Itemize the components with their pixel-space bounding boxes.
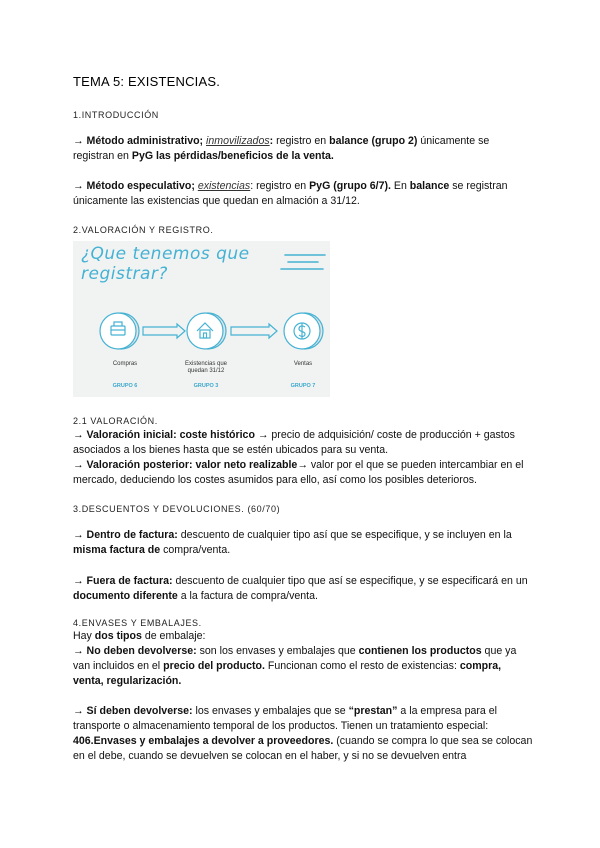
paragraph-fuera-factura: → Fuera de factura: descuento de cualquier tipo que así se especifique, y se especificará en un documento diferente a la factura de compra/venta. xyxy=(73,575,528,602)
paragraph-no-devolverse: → No deben devolverse: son los envases y embalajes que contienen los productos que ya van incluidos en el precio del producto. Funcionan como el resto de existencias: compra, venta, regularización. xyxy=(73,645,517,687)
paragraph-si-devolverse: → Sí deben devolverse: los envases y embalajes que se “prestan” a la empresa para el transporte o almacenamiento temporal de los productos. Tienen un tratamiento especial: 406.Envases y embalajes a devolver a proveedores. (cuando se compra lo que sea se colocan en el debe, cuando se devuelven se colocan en el haber, y si no se devuelven entra xyxy=(73,705,533,762)
registro-figure xyxy=(73,241,330,397)
compras-circle xyxy=(100,313,139,349)
arrow-compras-existencias xyxy=(143,324,185,338)
figure-label-existencias: Existencias que quedan 31/12 xyxy=(184,361,228,374)
section-heading-envases: 4.ENVASES Y EMBALAJES. xyxy=(73,618,202,628)
paragraph-metodo-administrativo: → Método administrativo; inmovilizados: registro en balance (grupo 2) únicamente se registran en PyG las pérdidas/beneficios de la venta. xyxy=(73,135,490,162)
paragraph-dentro-factura: → Dentro de factura: descuento de cualquier tipo así que se especifique, y se incluyen en la misma factura de compra/venta. xyxy=(73,529,512,556)
section-heading-descuentos: 3.DESCUENTOS Y DEVOLUCIONES. (60/70) xyxy=(73,504,281,514)
paragraph-metodo-especulativo: → Método especulativo; existencias: registro en PyG (grupo 6/7). En balance se registran únicamente las existencias que quedan en almación a 31/12. xyxy=(73,180,508,207)
paragraph-tipos-embalaje: Hay dos tipos de embalaje: xyxy=(73,630,206,642)
figure-title: ¿Que tenemos que registrar? xyxy=(81,244,250,284)
section-heading-valoracion: 2.1 VALORACIÓN. xyxy=(73,416,158,426)
arrow-existencias-ventas xyxy=(231,324,277,338)
figure-group-7: GRUPO 7 xyxy=(290,383,316,389)
paragraph-valoracion-inicial: → Valoración inicial: coste histórico → precio de adquisición/ coste de producción + gastos asociados a los bienes hasta que se estén ubicados para su venta. xyxy=(73,429,515,456)
page-title: TEMA 5: EXISTENCIAS. xyxy=(73,74,221,89)
figure-group-3: GRUPO 3 xyxy=(193,383,219,389)
paragraph-valoracion-posterior: → Valoración posterior: valor neto realizable→ valor por el que se pueden intercambiar en el mercado, deduciendo los costes asumidos para ello, así como los posibles deterioros. xyxy=(73,459,524,486)
section-heading-introduccion: 1.INTRODUCCIÓN xyxy=(73,110,159,120)
figure-group-6: GRUPO 6 xyxy=(112,383,138,389)
section-heading-valoracion-registro: 2.VALORACIÓN Y REGISTRO. xyxy=(73,225,214,235)
figure-label-compras: Compras xyxy=(112,361,138,367)
ventas-circle xyxy=(284,313,323,349)
existencias-circle xyxy=(187,313,226,349)
figure-label-ventas: Ventas xyxy=(293,361,313,367)
